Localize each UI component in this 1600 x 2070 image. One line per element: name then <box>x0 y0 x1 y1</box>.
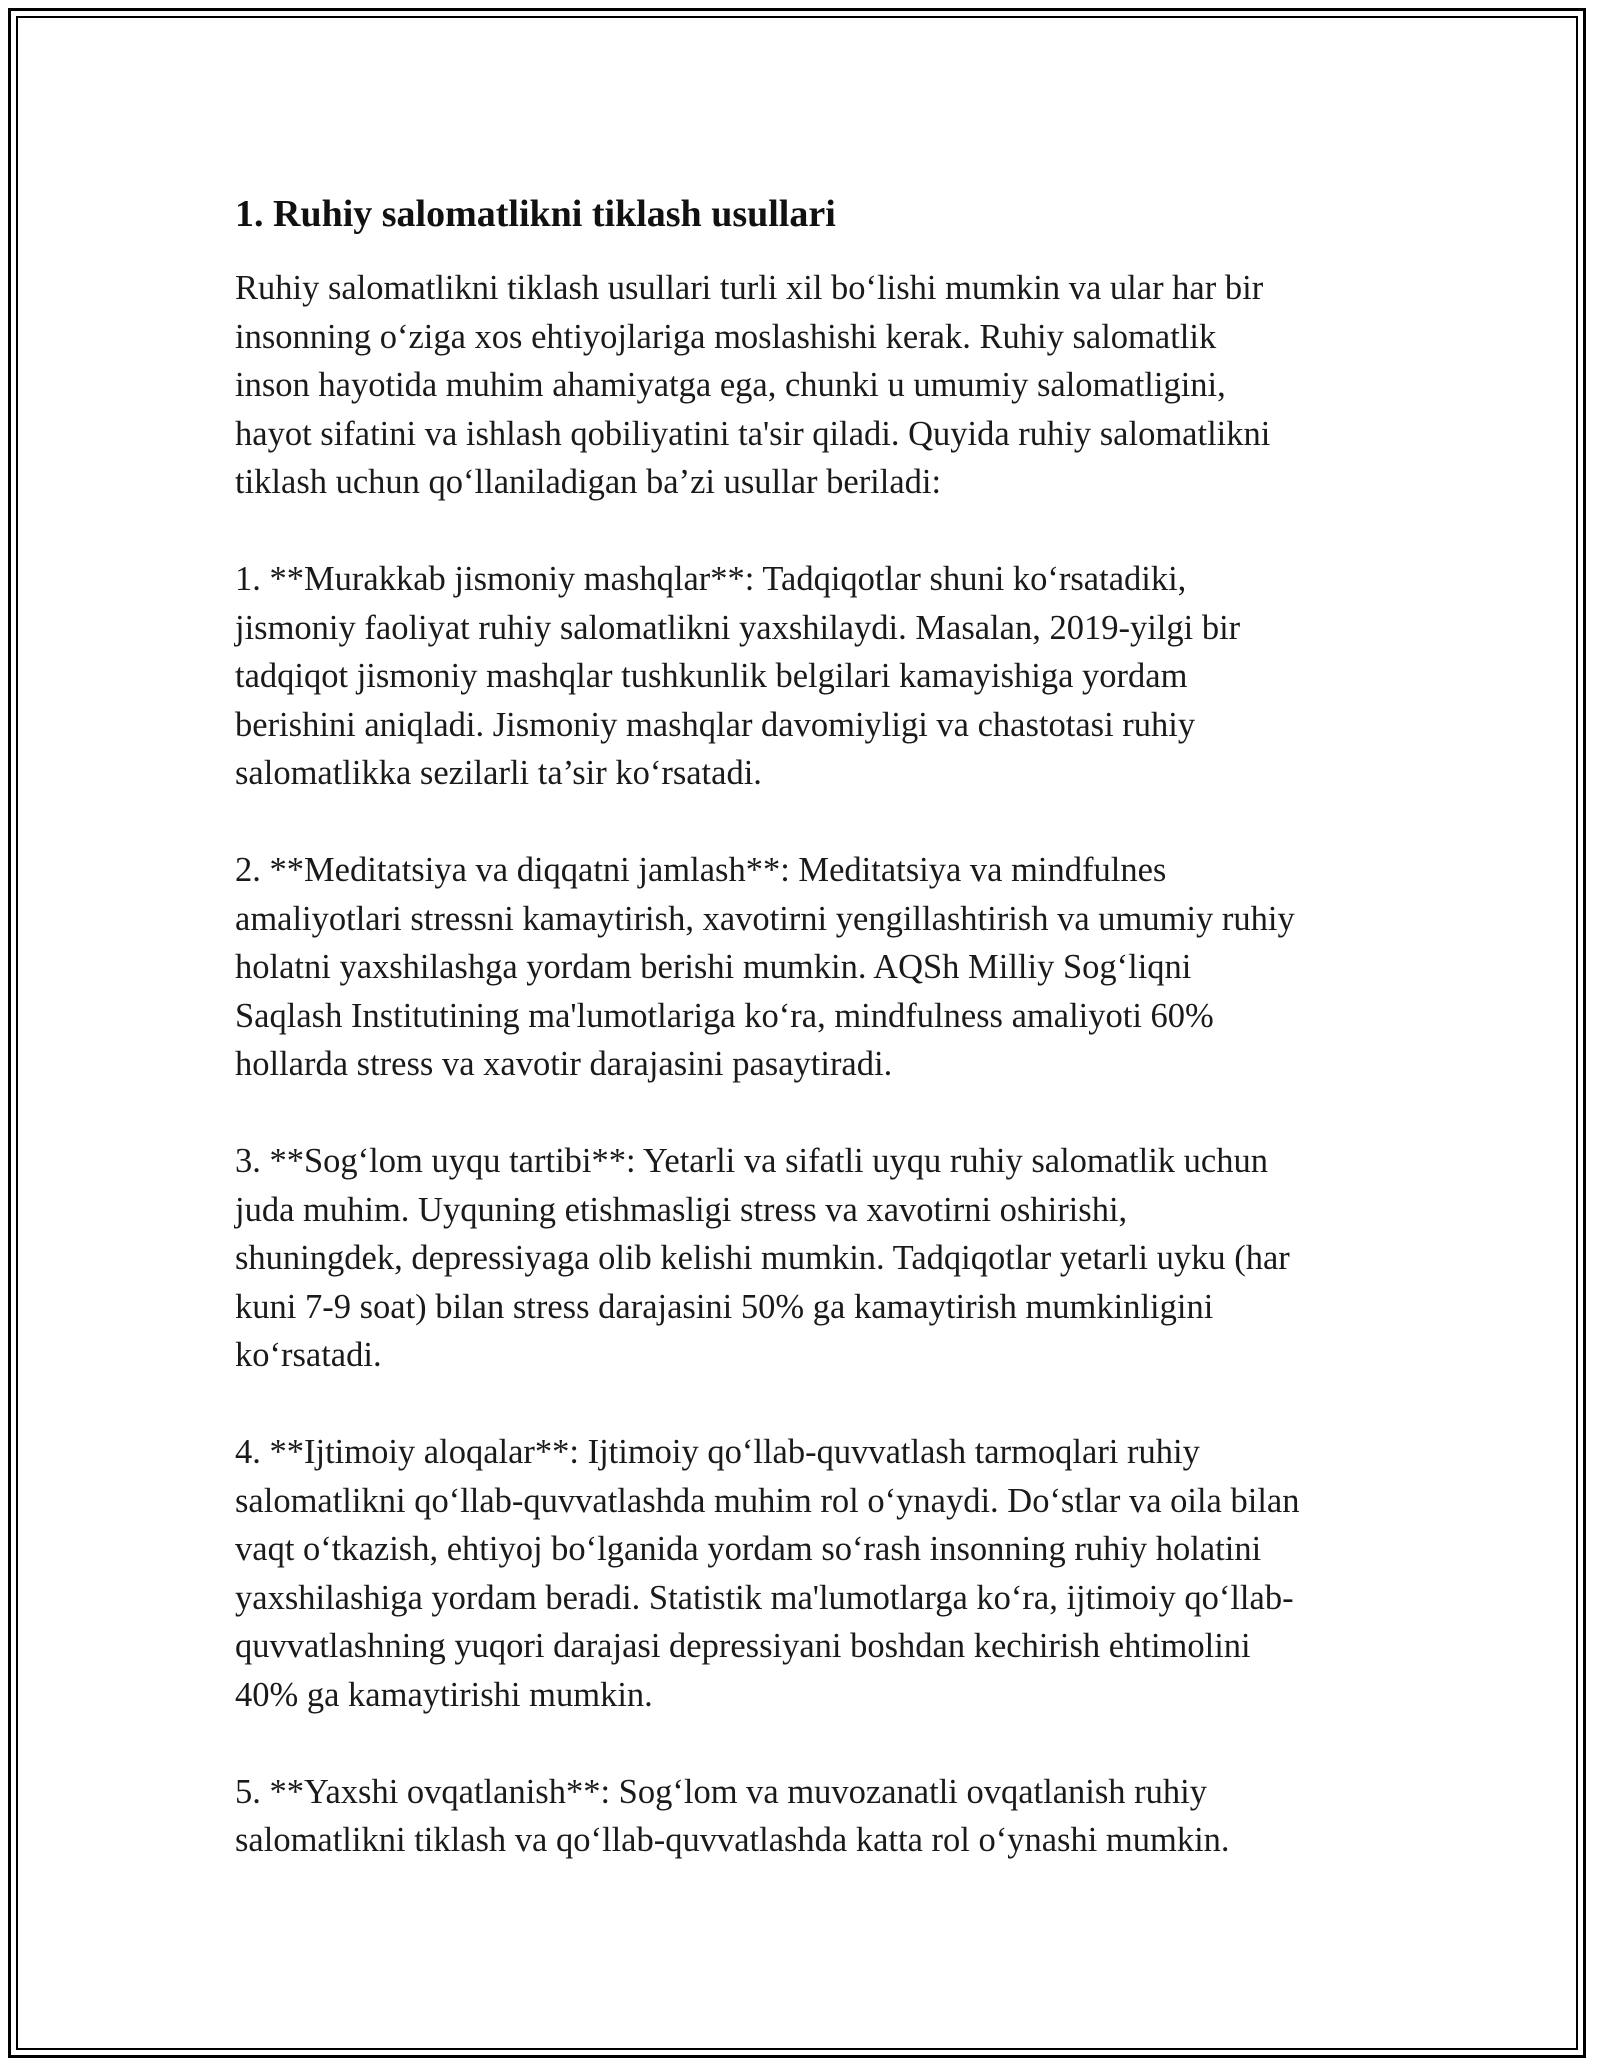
document-body <box>235 188 1385 1913</box>
text-line: juda muhim. Uyquning etishmasligi stress va xavotirni oshirishi, <box>235 1190 1128 1229</box>
text-line: vaqt o‘tkazish, ehtiyoj bo‘lganida yordam so‘rash insonning ruhiy holatini <box>235 1530 1262 1568</box>
text-line: 2. **Meditatsiya va diqqatni jamlash**: Meditatsiya va mindfulnes <box>235 851 1167 889</box>
text-line: jismoniy faoliyat ruhiy salomatlikni yaxshilaydi. Masalan, 2019-yilgi bir <box>235 608 1241 647</box>
text-line: hayot sifatini va ishlash qobiliyatini ta'sir qiladi. Quyida ruhiy salomatlikni <box>235 414 1271 453</box>
text-line: Saqlash Institutining ma'lumotlariga ko‘ra, mindfulness amaliyoti 60% <box>235 996 1214 1035</box>
text-line: Ruhiy salomatlikni tiklash usullari turli xil bo‘lishi mumkin va ular har bir <box>235 269 1264 307</box>
text-line: tadqiqot jismoniy mashqlar tushkunlik belgilari kamayishiga yordam <box>235 657 1188 695</box>
text-line: quvvatlashning yuqori darajasi depressiyani boshdan kechirish ehtimolini <box>235 1627 1251 1665</box>
text-line: inson hayotida muhim ahamiyatga ega, chunki u umumiy salomatligini, <box>235 366 1226 404</box>
text-line: insonning o‘ziga xos ehtiyojlariga moslashishi kerak. Ruhiy salomatlik <box>235 317 1217 356</box>
intro-paragraph <box>235 264 1385 507</box>
document-title: 1. Ruhiy salomatlikni tiklash usullari <box>235 193 836 235</box>
text-line: salomatlikka sezilarli ta’sir ko‘rsatadi. <box>235 754 762 792</box>
text-line: ko‘rsatadi. <box>235 1336 382 1374</box>
list-item-meditation <box>235 846 1385 1089</box>
list-item-social <box>235 1428 1385 1719</box>
text-line: tiklash uchun qo‘llaniladigan ba’zi usullar beriladi: <box>235 463 942 501</box>
text-line: salomatlikni tiklash va qo‘llab-quvvatlashda katta rol o‘ynashi mumkin. <box>235 1821 1230 1859</box>
text-line: 3. **Sog‘lom uyqu tartibi**: Yetarli va sifatli uyqu ruhiy salomatlik uchun <box>235 1142 1268 1180</box>
text-line: 1. **Murakkab jismoniy mashqlar**: Tadqiqotlar shuni ko‘rsatadiki, <box>235 560 1187 598</box>
list-item-exercise <box>235 555 1385 798</box>
text-line: hollarda stress va xavotir darajasini pasaytiradi. <box>235 1045 893 1083</box>
text-line: 5. **Yaxshi ovqatlanish**: Sog‘lom va muvozanatli ovqatlanish ruhiy <box>235 1772 1207 1811</box>
text-line: salomatlikni qo‘llab-quvvatlashda muhim rol o‘ynaydi. Do‘stlar va oila bilan <box>235 1481 1300 1520</box>
text-line: berishini aniqladi. Jismoniy mashqlar davomiyligi va chastotasi ruhiy <box>235 705 1196 744</box>
list-item-nutrition <box>235 1768 1385 1865</box>
list-item-sleep <box>235 1137 1385 1380</box>
text-line: amaliyotlari stressni kamaytirish, xavotirni yengillashtirish va umumiy ruhiy <box>235 899 1295 938</box>
text-line: holatni yaxshilashga yordam berishi mumkin. AQSh Milliy Sog‘liqni <box>235 948 1192 986</box>
text-line: 40% ga kamaytirishi mumkin. <box>235 1675 653 1714</box>
text-line: kuni 7-9 soat) bilan stress darajasini 50% ga kamaytirish mumkinligini <box>235 1287 1214 1326</box>
text-line: 4. **Ijtimoiy aloqalar**: Ijtimoiy qo‘llab-quvvatlash tarmoqlari ruhiy <box>235 1433 1200 1471</box>
text-line: shuningdek, depressiyaga olib kelishi mumkin. Tadqiqotlar yetarli uyku (har <box>235 1239 1290 1277</box>
text-line: yaxshilashiga yordam beradi. Statistik ma'lumotlarga ko‘ra, ijtimoiy qo‘llab- <box>235 1578 1294 1617</box>
